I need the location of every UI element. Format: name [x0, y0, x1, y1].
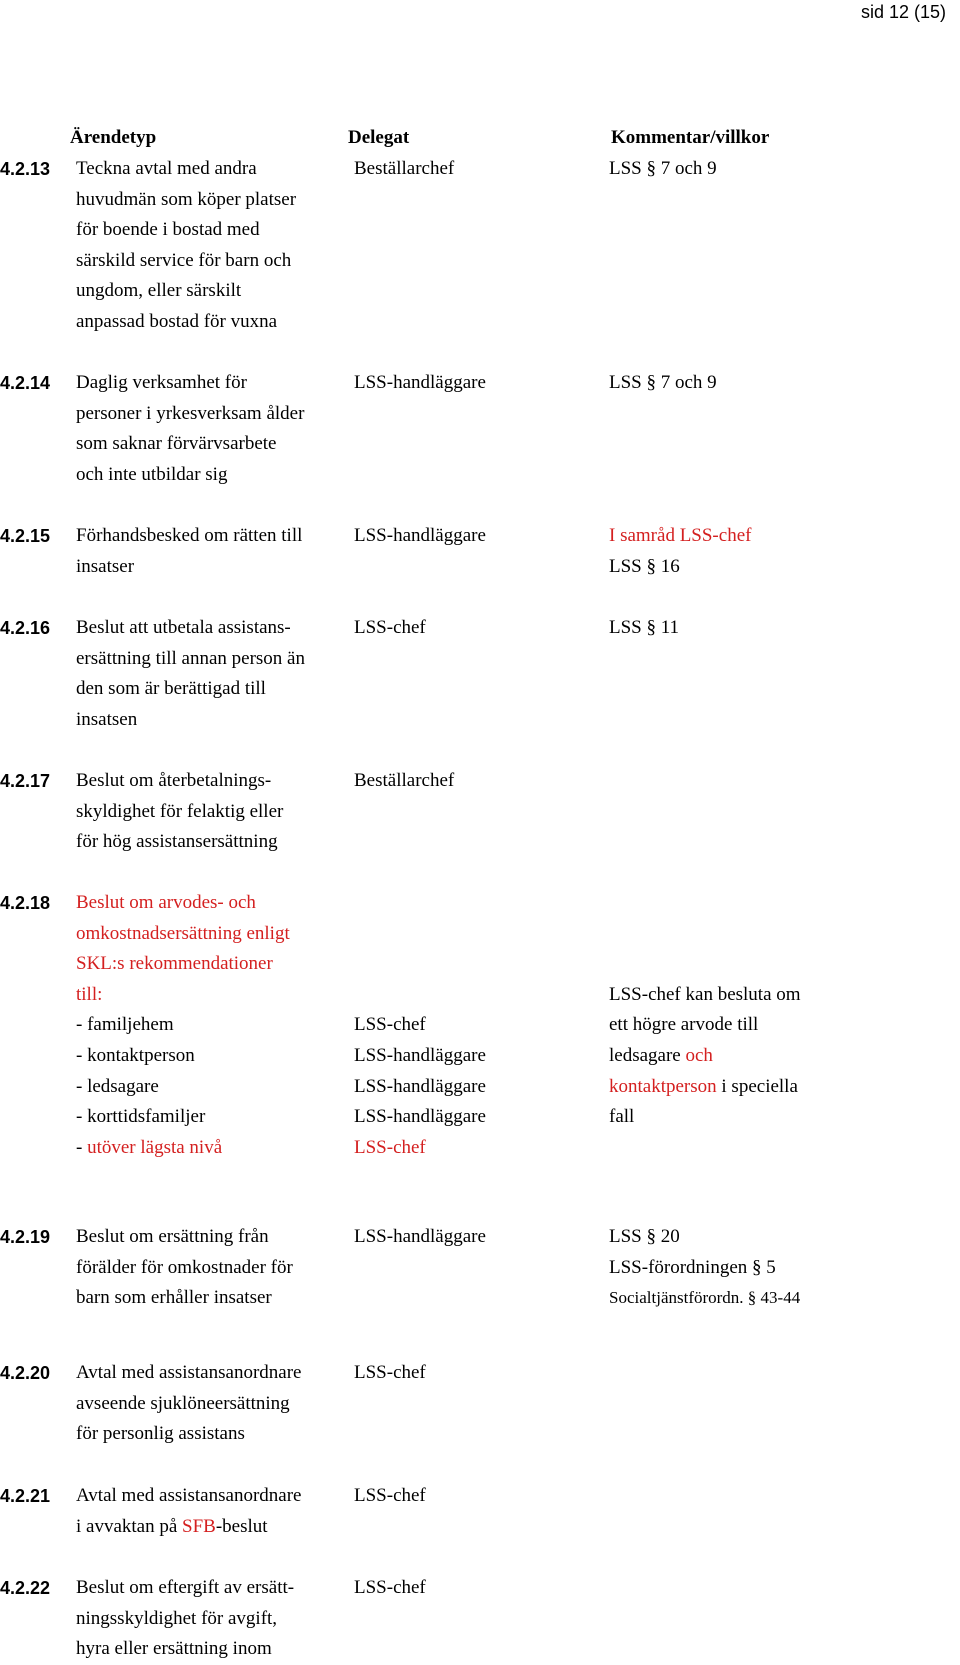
- type-line: ungdom, eller särskilt: [76, 280, 242, 302]
- type-cell: [76, 1222, 346, 1314]
- delegate-line: LSS-handläggare: [354, 525, 486, 546]
- type-line: Förhandsbesked om rätten till: [76, 525, 303, 546]
- delegate-cell: [354, 766, 604, 797]
- delegate-cell: [354, 1573, 604, 1604]
- delegate-line: LSS-handläggare: [354, 1044, 486, 1066]
- delegate-cell: [354, 613, 604, 644]
- type-text: -beslut: [215, 1515, 268, 1537]
- header-type: Ärendetyp: [70, 127, 157, 148]
- delegate-cell: [354, 1481, 604, 1512]
- delegate-line: LSS-chef: [354, 1136, 426, 1158]
- type-line: - korttidsfamiljer: [76, 1106, 206, 1128]
- row-number: 4.2.17: [0, 771, 51, 791]
- delegate-line: LSS-chef: [354, 1577, 426, 1598]
- type-cell: [76, 1573, 346, 1665]
- row-number: 4.2.22: [0, 1578, 51, 1598]
- type-line: avseende sjuklöneersättning: [76, 1392, 290, 1414]
- header-delegate: Delegat: [348, 127, 410, 148]
- comment-line: LSS § 11: [609, 617, 680, 638]
- comment-text: ledsagare: [609, 1044, 681, 1066]
- type-line: för hög assistansersättning: [76, 831, 278, 853]
- type-cell: [76, 1358, 346, 1450]
- delegate-line: LSS-handläggare: [354, 1106, 486, 1128]
- comment-line: [609, 1041, 959, 1072]
- type-line: Daglig verksamhet för: [76, 372, 247, 393]
- type-line: barn som erhåller insatser: [76, 1287, 272, 1309]
- type-cell: [76, 368, 346, 490]
- type-line: personer i yrkesverksam ålder: [76, 402, 305, 424]
- comment-highlight: och: [680, 1044, 713, 1066]
- type-line: som saknar förvärvsarbete: [76, 433, 277, 455]
- type-line: insatser: [76, 555, 135, 577]
- type-line: [76, 1133, 346, 1164]
- row-number: 4.2.18: [0, 893, 51, 913]
- type-line: [76, 1512, 346, 1543]
- type-line: för personlig assistans: [76, 1423, 245, 1445]
- type-line: Avtal med assistansanordnare: [76, 1485, 302, 1506]
- comment-line: LSS-förordningen § 5: [609, 1256, 776, 1278]
- comment-line: LSS § 16: [609, 555, 680, 577]
- delegate-line: LSS-handläggare: [354, 1226, 486, 1247]
- delegate-line: LSS-handläggare: [354, 372, 486, 393]
- type-line: insatsen: [76, 708, 138, 730]
- row-number: 4.2.14: [0, 373, 51, 393]
- row-number: 4.2.21: [0, 1486, 51, 1506]
- type-cell: [76, 1481, 346, 1542]
- comment-line: fall: [609, 1106, 635, 1128]
- comment-cell: [609, 368, 959, 399]
- delegate-line: Beställarchef: [354, 158, 455, 179]
- type-cell: [76, 154, 346, 338]
- type-line: Beslut om ersättning från: [76, 1226, 269, 1247]
- comment-cell: [609, 613, 959, 644]
- comment-cell: [609, 1222, 959, 1314]
- row-number: 4.2.20: [0, 1363, 51, 1383]
- delegate-cell: [354, 1222, 604, 1253]
- type-line: särskild service för barn och: [76, 249, 292, 271]
- comment-line: ett högre arvode till: [609, 1014, 759, 1036]
- comment-line: LSS § 20: [609, 1226, 680, 1247]
- type-line: den som är berättigad till: [76, 678, 266, 700]
- type-line: omkostnadsersättning enligt: [76, 922, 290, 944]
- type-line: - kontaktperson: [76, 1044, 195, 1066]
- type-line: Beslut att utbetala assistans-: [76, 617, 291, 638]
- header-comment: Kommentar/villkor: [611, 127, 770, 148]
- type-line: förälder för omkostnader för: [76, 1256, 293, 1278]
- comment-text: i speciella: [716, 1075, 798, 1097]
- type-line: anpassad bostad för vuxna: [76, 310, 278, 332]
- comment-cell: [609, 154, 959, 185]
- comment-line: LSS § 7 och 9: [609, 372, 717, 393]
- type-line: Teckna avtal med andra: [76, 158, 257, 179]
- type-line: hyra eller ersättning inom: [76, 1638, 272, 1660]
- type-cell: [76, 521, 346, 582]
- type-cell: [76, 766, 346, 858]
- row-number: 4.2.19: [0, 1227, 51, 1247]
- type-text: i avvaktan på: [76, 1515, 183, 1537]
- delegate-cell: [354, 521, 604, 552]
- type-line-highlight: utöver lägsta nivå: [87, 1136, 223, 1158]
- delegate-line: LSS-handläggare: [354, 1075, 486, 1097]
- delegate-line: LSS-chef: [354, 1485, 426, 1506]
- comment-cell: [609, 521, 959, 582]
- row-number: 4.2.13: [0, 159, 51, 179]
- delegate-line: Beställarchef: [354, 770, 455, 791]
- type-line: - familjehem: [76, 1014, 174, 1036]
- comment-line: [609, 1072, 959, 1103]
- delegate-line: LSS-chef: [354, 1014, 426, 1036]
- delegate-line: LSS-chef: [354, 1362, 426, 1383]
- type-cell: [76, 888, 346, 1163]
- comment-line: LSS § 7 och 9: [609, 158, 717, 179]
- type-cell: [76, 613, 346, 735]
- type-line: - ledsagare: [76, 1075, 159, 1097]
- type-line: Beslut om eftergift av ersätt-: [76, 1577, 295, 1598]
- type-line: ningsskyldighet för avgift,: [76, 1607, 278, 1629]
- type-line: SKL:s rekommendationer: [76, 953, 273, 975]
- delegate-cell: [354, 154, 604, 185]
- type-line: för boende i bostad med: [76, 219, 260, 241]
- type-line: Beslut om arvodes- och: [76, 892, 256, 913]
- delegate-cell: [354, 368, 604, 399]
- row-number: 4.2.15: [0, 526, 51, 546]
- comment-line: Socialtjänstförordn. § 43-44: [609, 1288, 801, 1308]
- delegate-line: LSS-chef: [354, 617, 426, 638]
- type-highlight: SFB: [182, 1515, 216, 1537]
- comment-line: LSS-chef kan besluta om: [609, 983, 801, 1005]
- row-number: 4.2.16: [0, 618, 51, 638]
- type-line: och inte utbildar sig: [76, 463, 228, 485]
- comment-line: I samråd LSS-chef: [609, 525, 752, 546]
- delegate-cell: [354, 1010, 604, 1163]
- type-line: huvudmän som köper platser: [76, 188, 297, 210]
- page-number: sid 12 (15): [860, 2, 946, 22]
- type-line: till:: [76, 983, 103, 1005]
- type-line: Avtal med assistansanordnare: [76, 1362, 302, 1383]
- type-line-prefix: -: [76, 1136, 88, 1158]
- type-line: ersättning till annan person än: [76, 647, 305, 669]
- delegate-cell: [354, 1358, 604, 1389]
- comment-cell: [609, 980, 959, 1133]
- type-line: Beslut om återbetalnings-: [76, 770, 272, 791]
- comment-highlight: kontaktperson: [609, 1075, 717, 1097]
- type-line: skyldighet för felaktig eller: [76, 800, 284, 822]
